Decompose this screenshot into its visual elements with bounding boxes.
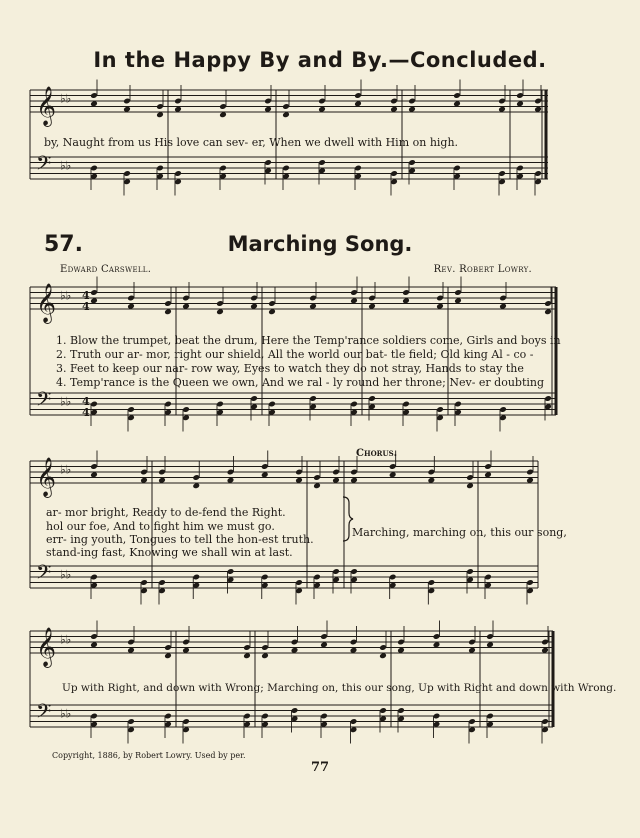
bass-clef-icon: 𝄢 — [36, 699, 52, 728]
verse-4-line: 4. Temp'rance is the Queen we own, And we ral - ly round her throne; Nev- er doubting — [56, 376, 545, 389]
verse-3-line: 3. Feet to keep our nar- row way, Eyes to watch they do not stray, Hands to stay the — [56, 362, 524, 375]
time-signature: 4 — [82, 406, 90, 419]
verse-2-continuation: hol our foe, And to fight him we must go. — [46, 520, 275, 533]
flat-icon: ♭♭ — [60, 462, 72, 477]
treble-clef-icon: 𝄞 — [36, 86, 57, 126]
lyricist-credit: Edward Carswell. — [60, 264, 152, 275]
flat-icon: ♭♭ — [60, 91, 72, 106]
flat-icon: ♭♭ — [60, 394, 72, 409]
chorus-lyric-line: Marching, marching on, this our song, — [352, 526, 567, 539]
verse-4-continuation: stand-ing fast, Knowing we shall win at last. — [46, 546, 293, 559]
chorus-label: Chorus. — [356, 448, 398, 459]
time-signature: 4 — [82, 289, 90, 302]
composer-credit: Rev. Robert Lowry. — [433, 264, 532, 275]
bass-clef-icon: 𝄢 — [36, 151, 52, 180]
time-signature: 4 — [82, 300, 90, 313]
bass-clef-icon: 𝄢 — [36, 560, 52, 589]
treble-clef-icon: 𝄞 — [36, 283, 57, 323]
flat-icon: ♭♭ — [60, 632, 72, 647]
hymn-title: Marching Song. — [227, 232, 413, 256]
verse-1-continuation: ar- mor bright, Ready to de-fend the Right. — [46, 506, 286, 519]
verse-1-line: 1. Blow the trumpet, beat the drum, Here the Temp'rance soldiers come, Girls and boys in — [56, 334, 561, 347]
verse-3-continuation: err- ing youth, Tongues to tell the hon-est truth. — [46, 533, 314, 546]
refrain-lyric-line: Up with Right, and down with Wrong; Marching on, this our song, Up with Right and down with Wrong. — [62, 682, 617, 694]
bass-clef-icon: 𝄢 — [36, 387, 52, 416]
copyright-notice: Copyright, 1886, by Robert Lowry. Used by per. — [52, 751, 246, 760]
hymn-number: 57. — [44, 232, 83, 257]
treble-clef-icon: 𝄞 — [36, 457, 57, 497]
flat-icon: ♭♭ — [60, 706, 72, 721]
page-number: 77 — [310, 760, 330, 775]
flat-icon: ♭♭ — [60, 567, 72, 582]
flat-icon: ♭♭ — [60, 158, 72, 173]
flat-icon: ♭♭ — [60, 288, 72, 303]
time-signature: 4 — [82, 395, 90, 408]
verse-2-line: 2. Truth our ar- mor, right our shield, All the world our bat- tle field; Old king Al - co - — [56, 348, 534, 361]
treble-clef-icon: 𝄞 — [36, 627, 57, 667]
concluded-lyric-line: by, Naught from us His love can sev- er, When we dwell with Him on high. — [44, 136, 459, 149]
continued-song-title: In the Happy By and By.—Concluded. — [93, 48, 547, 72]
